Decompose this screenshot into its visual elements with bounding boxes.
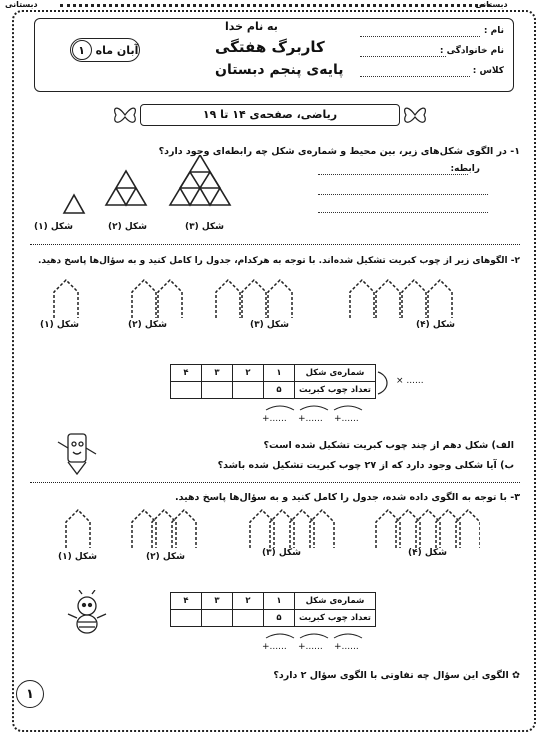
plus-note: +...... xyxy=(298,414,323,424)
plus-note: +...... xyxy=(262,414,287,424)
month-badge xyxy=(70,38,140,62)
pencil-character-icon xyxy=(54,428,100,478)
section-banner: ریاضی، صفحه‌ی ۱۴ تا ۱۹ xyxy=(140,104,400,126)
family-field[interactable] xyxy=(360,56,446,57)
sub-question-b: ب) آیا شکلی وجود دارد که از ۲۷ چوب کبریت تشکیل شده باشد؟ xyxy=(217,460,514,471)
q2-caption-2: شکل (۲) xyxy=(128,320,167,330)
plus-note: +...... xyxy=(298,642,323,652)
q2-caption-4: شکل (۴) xyxy=(416,320,455,330)
answer-cell[interactable] xyxy=(171,610,202,627)
final-question-text: الگوی این سؤال چه تفاوتی با الگوی سؤال ۲ دارد؟ xyxy=(273,670,509,681)
final-question xyxy=(273,670,520,681)
cell: ۲ xyxy=(233,365,264,382)
q3-table xyxy=(170,592,376,627)
matchstick-pattern-q2 xyxy=(40,276,480,320)
butterfly-icon xyxy=(112,104,138,126)
triangle-pattern xyxy=(30,155,250,220)
cell: ۳ xyxy=(202,365,233,382)
answer-cell[interactable] xyxy=(171,382,202,399)
month-label: آبان ماه xyxy=(95,43,139,57)
cell: ۴ xyxy=(171,365,202,382)
q2-caption-1: شکل (۱) xyxy=(40,320,79,330)
cell: ۵ xyxy=(264,382,295,399)
month-number: ۱ xyxy=(72,40,92,60)
cell: ۱ xyxy=(264,365,295,382)
relation-label: رابطه: xyxy=(450,164,480,174)
brand-mark: دبستانی xyxy=(475,0,508,9)
plus-note: +...... xyxy=(334,642,359,652)
relation-line-3[interactable] xyxy=(318,212,488,213)
step-arrows-icon xyxy=(262,402,372,412)
class-label: کلاس : xyxy=(472,66,504,76)
cell: ۴ xyxy=(171,593,202,610)
cell: ۳ xyxy=(202,593,233,610)
answer-cell[interactable] xyxy=(233,382,264,399)
flower-icon: ✿ xyxy=(512,670,520,681)
q3-caption-4: شکل (۴) xyxy=(408,548,447,558)
times-note: × ...... xyxy=(396,376,424,386)
answer-cell[interactable] xyxy=(202,382,233,399)
separator xyxy=(30,482,520,483)
cell: ۵ xyxy=(264,610,295,627)
row-label: تعداد چوب کبریت xyxy=(295,382,376,399)
class-field[interactable] xyxy=(360,76,470,77)
q2-caption-3: شکل (۳) xyxy=(250,320,289,330)
q2-table xyxy=(170,364,376,399)
butterfly-icon xyxy=(402,104,428,126)
name-field[interactable] xyxy=(360,36,480,37)
page-number: ۱ xyxy=(16,680,44,708)
q1-caption-2: شکل (۲) xyxy=(108,222,147,232)
answer-cell[interactable] xyxy=(233,610,264,627)
basmala: به نام خدا xyxy=(225,20,278,33)
q1-caption-1: شکل (۱) xyxy=(34,222,73,232)
relation-line-1[interactable] xyxy=(318,174,468,175)
q3-caption-2: شکل (۲) xyxy=(146,552,185,562)
question-3: ۳- با توجه به الگوی داده شده، جدول را کامل کنید و به سؤال‌ها پاسخ دهید. xyxy=(174,492,520,503)
question-1: ۱- در الگوی شکل‌های زیر، بین محیط و شماره‌ی شکل چه رابطه‌ای وجود دارد؟ xyxy=(158,146,520,157)
bracket-arrow-icon xyxy=(376,368,396,398)
step-arrows-icon xyxy=(262,630,372,640)
q1-caption-3: شکل (۳) xyxy=(185,222,224,232)
grade-title: پایه‌ی پنجم دبستان xyxy=(215,62,344,78)
worksheet-title: کاربرگ هفتگی xyxy=(215,38,325,56)
plus-note: +...... xyxy=(334,414,359,424)
row-label: شماره‌ی شکل xyxy=(295,593,376,610)
q3-caption-3: شکل (۳) xyxy=(262,548,301,558)
family-label: نام خانوادگی : xyxy=(439,46,504,56)
separator xyxy=(30,244,520,245)
q3-caption-1: شکل (۱) xyxy=(58,552,97,562)
relation-line-2[interactable] xyxy=(318,194,488,195)
matchstick-pattern-q3 xyxy=(40,506,480,550)
cell: ۱ xyxy=(264,593,295,610)
answer-cell[interactable] xyxy=(202,610,233,627)
cell: ۲ xyxy=(233,593,264,610)
top-dots xyxy=(60,4,490,7)
bee-character-icon xyxy=(64,590,110,638)
plus-note: +...... xyxy=(262,642,287,652)
brand-mark-left: دبستانی xyxy=(5,0,38,9)
question-2: ۲- الگوهای زیر از چوب کبریت تشکیل شده‌اند. با توجه به هرکدام، جدول را کامل کنید و به سؤال‌ها پاسخ دهید. xyxy=(37,256,520,266)
name-label: نام : xyxy=(483,26,504,36)
row-label: تعداد چوب کبریت xyxy=(295,610,376,627)
row-label: شماره‌ی شکل xyxy=(295,365,376,382)
sub-question-a: الف) شکل دهم از چند چوب کبریت تشکیل شده است؟ xyxy=(263,440,514,451)
